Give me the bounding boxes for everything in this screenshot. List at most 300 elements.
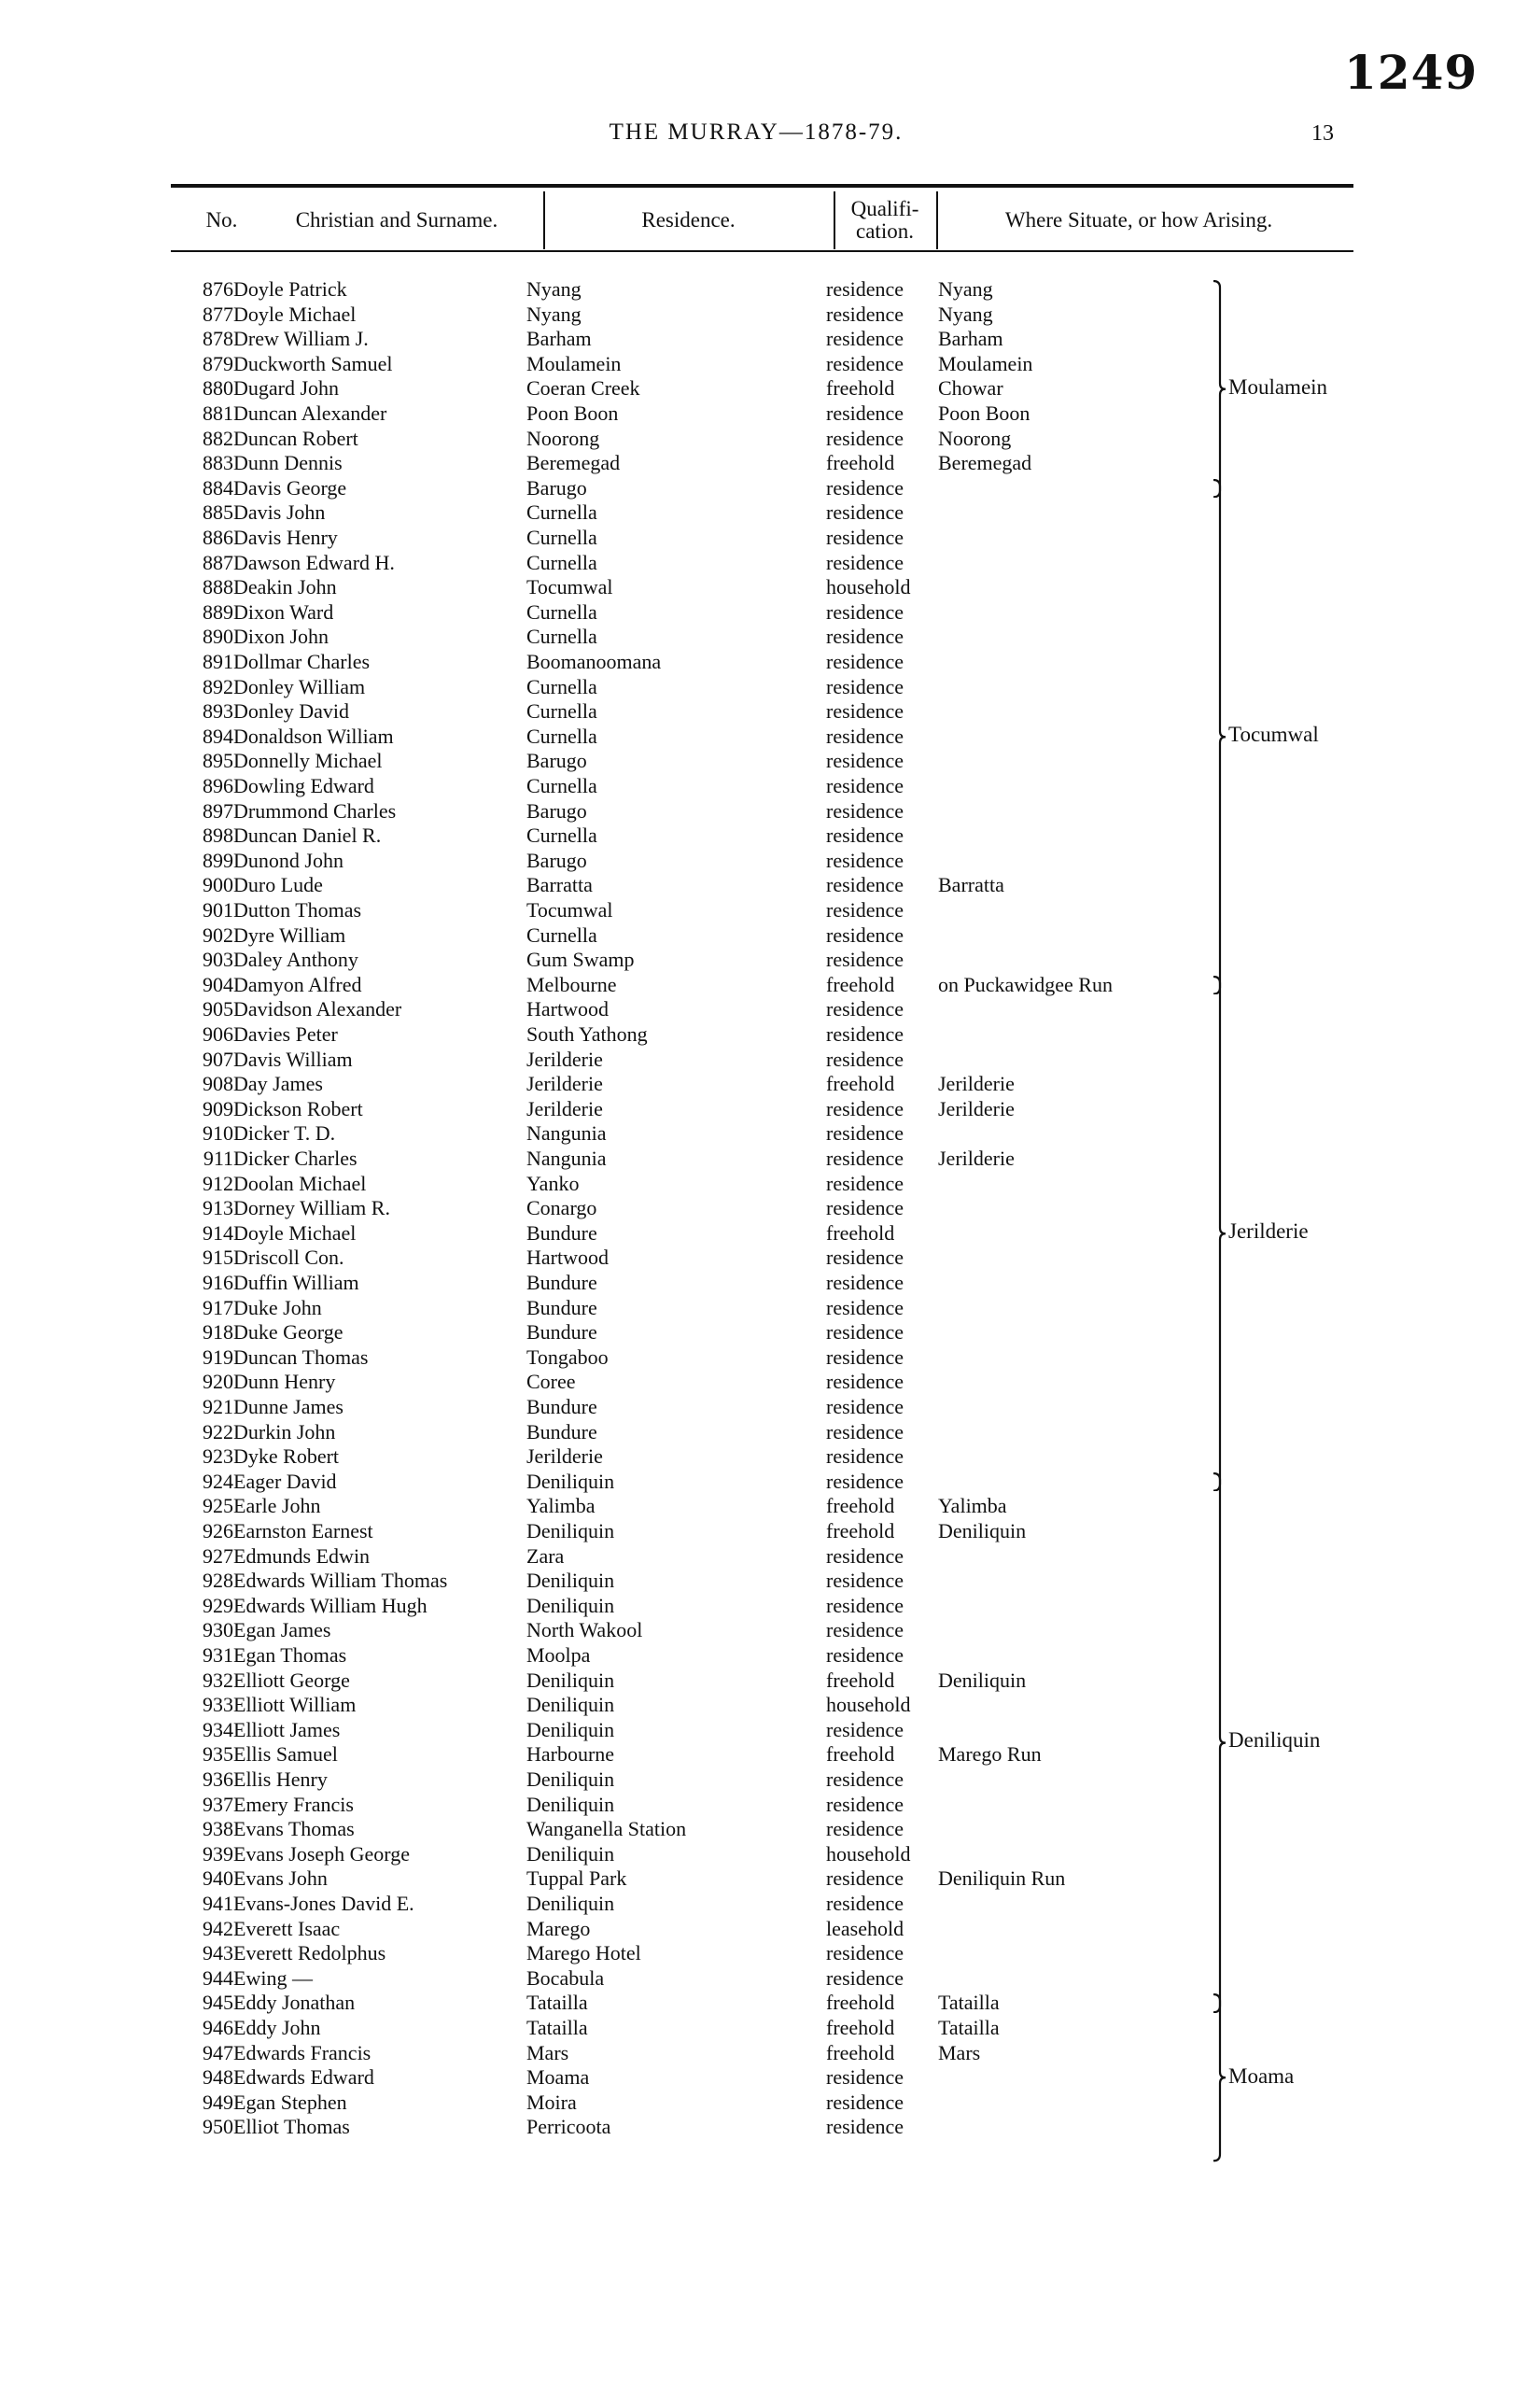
voter-number: 908 [203, 1072, 233, 1096]
voter-qualification: residence [826, 1543, 904, 1568]
district-brace [1212, 1472, 1228, 2013]
table-row [0, 1518, 1514, 1543]
voter-qualification: residence [826, 1643, 904, 1667]
voter-qualification: freehold [826, 451, 895, 475]
voter-qualification: residence [826, 1593, 904, 1617]
table-row [0, 2090, 1514, 2115]
voter-number: 945 [203, 1991, 233, 2015]
voter-residence: Coree [526, 1370, 576, 1394]
voter-number: 894 [203, 724, 233, 748]
qualification-location: Noorong [938, 426, 1012, 450]
table-row [0, 649, 1514, 674]
brace-path [1213, 977, 1226, 1491]
qualification-location: Barratta [938, 873, 1004, 897]
header-name: Christian and Surname. [295, 207, 498, 232]
voter-number: 906 [203, 1022, 233, 1046]
table-row [0, 1543, 1514, 1569]
voter-number: 877 [203, 302, 233, 326]
table-row [0, 525, 1514, 550]
voter-residence: Curnella [526, 550, 597, 574]
table-row [0, 1096, 1514, 1121]
voter-qualification: freehold [826, 376, 895, 401]
voter-name: Evans John [233, 1866, 328, 1891]
voter-name: Doolan Michael [233, 1171, 367, 1195]
voter-number: 931 [203, 1643, 233, 1667]
qualification-location: Moulamein [938, 351, 1033, 375]
table-row [0, 500, 1514, 525]
voter-residence: Bundure [526, 1295, 597, 1319]
voter-residence: Yanko [526, 1171, 580, 1195]
voter-name: Earnston Earnest [233, 1519, 373, 1542]
voter-residence: Deniliquin [526, 1792, 615, 1816]
voter-qualification: residence [826, 1022, 904, 1046]
voter-residence: Moira [526, 2090, 577, 2114]
voter-number: 942 [203, 1916, 233, 1940]
voter-number: 927 [203, 1543, 233, 1568]
brace-path [1213, 1994, 1226, 2161]
voter-name: Driscoll Con. [233, 1246, 344, 1270]
voter-qualification: residence [826, 824, 904, 848]
voter-name: Egan Stephen [233, 2090, 347, 2114]
voter-qualification: freehold [826, 1742, 895, 1767]
voter-qualification: residence [826, 774, 904, 797]
voter-qualification: residence [826, 1444, 904, 1469]
voter-qualification: residence [826, 1767, 904, 1791]
voter-residence: Perricoota [526, 2115, 611, 2139]
voter-number: 936 [203, 1767, 233, 1791]
voter-number: 911 [203, 1147, 233, 1170]
voter-qualification: residence [826, 1817, 904, 1841]
voter-number: 915 [203, 1246, 233, 1270]
voter-residence: Curnella [526, 526, 597, 549]
voter-qualification: household [826, 1841, 911, 1866]
voter-qualification: residence [826, 674, 904, 698]
voter-qualification: residence [826, 1295, 904, 1319]
voter-qualification: residence [826, 302, 904, 326]
voter-residence: Deniliquin [526, 1892, 615, 1915]
voter-name: Drew William J. [233, 327, 369, 351]
voter-name: Everett Isaac [233, 1916, 341, 1940]
voter-name: Deakin John [233, 575, 337, 599]
table-row [0, 1866, 1514, 1891]
voter-qualification: freehold [826, 2016, 895, 2039]
voter-qualification: residence [826, 625, 904, 649]
voter-number: 880 [203, 376, 233, 401]
page-number: 1249 [1344, 45, 1479, 100]
voter-residence: Jerilderie [526, 1096, 603, 1120]
table-row [0, 1195, 1514, 1220]
voter-name: Dawson Edward H. [233, 550, 395, 574]
voter-number: 917 [203, 1295, 233, 1319]
voter-residence: Jerilderie [526, 1072, 603, 1096]
voter-number: 918 [203, 1320, 233, 1345]
voter-name: Duke John [233, 1295, 322, 1319]
voter-qualification: residence [826, 1395, 904, 1418]
voter-number: 898 [203, 824, 233, 848]
voter-residence: Nangunia [526, 1121, 607, 1146]
voter-residence: Curnella [526, 774, 597, 797]
voter-residence: Hartwood [526, 1246, 609, 1270]
table-row [0, 450, 1514, 475]
voter-qualification: residence [826, 848, 904, 872]
voter-name: Dunond John [233, 848, 343, 872]
table-row [0, 1319, 1514, 1345]
voter-name: Dunn Dennis [233, 451, 343, 475]
voter-residence: Marego Hotel [526, 1941, 641, 1965]
voter-number: 893 [203, 699, 233, 724]
voter-number: 926 [203, 1519, 233, 1542]
voter-qualification: residence [826, 1096, 904, 1120]
voter-name: Donley David [233, 699, 350, 724]
voter-residence: Barugo [526, 798, 587, 823]
district-brace [1212, 280, 1228, 498]
voter-number: 879 [203, 351, 233, 375]
voter-qualification: residence [826, 922, 904, 947]
voter-residence: Marego [526, 1916, 591, 1940]
voter-name: Donaldson William [233, 724, 394, 748]
voter-number: 876 [203, 277, 233, 301]
qualification-location: Jerilderie [938, 1096, 1015, 1120]
voter-qualification: residence [826, 997, 904, 1021]
table-row [0, 1965, 1514, 1991]
voter-residence: Deniliquin [526, 1668, 615, 1692]
brace-path [1213, 480, 1226, 994]
voter-number: 939 [203, 1841, 233, 1866]
voter-name: Duke George [233, 1320, 343, 1345]
voter-name: Dutton Thomas [233, 898, 362, 922]
voter-qualification: residence [826, 948, 904, 972]
voter-name: Dunne James [233, 1395, 343, 1418]
header-no: No. [205, 207, 238, 232]
voter-number: 949 [203, 2090, 233, 2114]
table-row [0, 1369, 1514, 1394]
voter-residence: Tatailla [526, 2016, 588, 2039]
voter-qualification: residence [826, 1792, 904, 1816]
voter-residence: Deniliquin [526, 1717, 615, 1741]
table-row [0, 1767, 1514, 1792]
voter-residence: Wanganella Station [526, 1817, 687, 1841]
table-row [0, 1816, 1514, 1841]
voter-number: 913 [203, 1196, 233, 1220]
district-label: Moama [1228, 2063, 1295, 2088]
voter-name: Duncan Robert [233, 426, 358, 450]
table-row [0, 1345, 1514, 1370]
voter-residence: Boomanoomana [526, 650, 662, 673]
table-row [0, 1245, 1514, 1270]
voter-qualification: freehold [826, 1519, 895, 1542]
qualification-location: Nyang [938, 277, 993, 301]
voter-qualification: residence [826, 351, 904, 375]
table-row [0, 1792, 1514, 1817]
voter-name: Duncan Thomas [233, 1345, 369, 1369]
voter-number: 933 [203, 1693, 233, 1717]
voter-residence: Deniliquin [526, 1693, 615, 1717]
voter-name: Davis Henry [233, 526, 338, 549]
table-row [0, 1047, 1514, 1072]
table-row [0, 1642, 1514, 1668]
voter-residence: Deniliquin [526, 1841, 615, 1866]
qualification-location: Chowar [938, 376, 1003, 401]
voter-residence: Curnella [526, 922, 597, 947]
voter-number: 878 [203, 327, 233, 351]
table-row [0, 1593, 1514, 1618]
voter-number: 883 [203, 451, 233, 475]
voter-name: Doyle Michael [233, 1220, 357, 1245]
voter-name: Dunn Henry [233, 1370, 336, 1394]
voter-residence: Noorong [526, 426, 600, 450]
table-row [0, 2114, 1514, 2139]
voter-residence: Bundure [526, 1320, 597, 1345]
voter-name: Ewing — [233, 1965, 313, 1990]
voter-residence: Barham [526, 327, 592, 351]
qualification-location: Deniliquin [938, 1668, 1027, 1692]
voter-name: Day James [233, 1072, 323, 1096]
voter-qualification: residence [826, 1419, 904, 1443]
table-row [0, 1617, 1514, 1642]
voter-name: Donnelly Michael [233, 749, 383, 773]
voter-name: Dowling Edward [233, 774, 374, 797]
voter-qualification: residence [826, 1320, 904, 1345]
voter-qualification: residence [826, 1047, 904, 1071]
voter-number: 928 [203, 1569, 233, 1593]
voter-qualification: residence [826, 1121, 904, 1146]
voter-number: 904 [203, 972, 233, 996]
table-row [0, 1419, 1514, 1444]
voter-qualification: residence [826, 1345, 904, 1369]
voter-number: 924 [203, 1469, 233, 1493]
voter-name: Edwards Francis [233, 2040, 371, 2064]
voter-name: Duncan Alexander [233, 401, 387, 425]
qualification-location: Poon Boon [938, 401, 1030, 425]
table-row [0, 698, 1514, 724]
voter-residence: Beremegad [526, 451, 621, 475]
voter-residence: Bocabula [526, 1965, 605, 1990]
qualification-location: Nyang [938, 302, 993, 326]
header-residence: Residence. [641, 207, 736, 232]
voter-name: Everett Redolphus [233, 1941, 386, 1965]
table-row [0, 674, 1514, 699]
voter-qualification: residence [826, 426, 904, 450]
district-label: Jerilderie [1228, 1219, 1309, 1244]
voter-residence: Barugo [526, 475, 587, 500]
table-row [0, 1692, 1514, 1717]
voter-name: Elliott George [233, 1668, 350, 1692]
voter-name: Emery Francis [233, 1792, 354, 1816]
table-row [0, 599, 1514, 625]
table-row [0, 574, 1514, 599]
voter-qualification: residence [826, 401, 904, 425]
voter-residence: Tataillа [526, 1991, 588, 2015]
voter-number: 916 [203, 1271, 233, 1294]
table-row [0, 773, 1514, 798]
voter-qualification: residence [826, 1246, 904, 1270]
table-row [0, 1270, 1514, 1295]
voter-name: Earle John [233, 1494, 321, 1518]
voter-residence: Barratta [526, 873, 593, 897]
voter-number: 887 [203, 550, 233, 574]
voter-number: 903 [203, 948, 233, 972]
table-row [0, 1295, 1514, 1320]
voter-number: 902 [203, 922, 233, 947]
voter-qualification: freehold [826, 1668, 895, 1692]
voter-residence: Deniliquin [526, 1593, 615, 1617]
table-row [0, 996, 1514, 1021]
table-row [0, 848, 1514, 873]
brace-path [1213, 1473, 1226, 2012]
qualification-location: Beremegad [938, 451, 1032, 475]
voter-number: 925 [203, 1494, 233, 1518]
voter-number: 922 [203, 1419, 233, 1443]
voter-qualification: residence [826, 749, 904, 773]
table-row [0, 1940, 1514, 1965]
voter-number: 888 [203, 575, 233, 599]
table-row [0, 1668, 1514, 1693]
voter-qualification: residence [826, 2065, 904, 2090]
voter-qualification: residence [826, 550, 904, 574]
voter-residence: Curnella [526, 824, 597, 848]
voter-qualification: residence [826, 1147, 904, 1170]
voter-name: Dixon Ward [233, 599, 334, 624]
table-row [0, 1990, 1514, 2015]
voter-qualification: freehold [826, 1494, 895, 1518]
qualification-location: Jerilderie [938, 1147, 1015, 1170]
voter-qualification: residence [826, 1717, 904, 1741]
voter-number: 919 [203, 1345, 233, 1369]
district-label: Moulamein [1228, 374, 1328, 399]
table-row [0, 1493, 1514, 1518]
voter-residence: Curnella [526, 625, 597, 649]
voter-qualification: residence [826, 599, 904, 624]
voter-number: 914 [203, 1220, 233, 1245]
voter-name: Edmunds Edwin [233, 1543, 371, 1568]
table-row [0, 351, 1514, 376]
voter-number: 905 [203, 997, 233, 1021]
voter-residence: Curnella [526, 724, 597, 748]
voter-name: Duro Lude [233, 873, 323, 897]
qualification-location: Marego Run [938, 1742, 1042, 1767]
qualification-location: on Puckawidgee Run [938, 972, 1113, 996]
qualification-location: Deniliquin Run [938, 1866, 1066, 1891]
voter-qualification: residence [826, 1866, 904, 1891]
voter-residence: Nangunia [526, 1147, 607, 1170]
voter-name: Dickson Robert [233, 1096, 363, 1120]
voter-qualification: residence [826, 724, 904, 748]
voter-qualification: residence [826, 1618, 904, 1642]
voter-number: 946 [203, 2016, 233, 2039]
voter-name: Edwards William Hugh [233, 1593, 428, 1617]
table-row [0, 798, 1514, 824]
voter-name: Evans Thomas [233, 1817, 355, 1841]
voter-number: 920 [203, 1370, 233, 1394]
voter-number: 923 [203, 1444, 233, 1469]
voter-residence: Harbourne [526, 1742, 615, 1767]
voter-name: Evans-Jones David E. [233, 1892, 414, 1915]
qualification-location: Mars [938, 2040, 981, 2064]
voter-residence: Conargo [526, 1196, 597, 1220]
header-qualification-text: Qualifi- cation. [850, 196, 919, 243]
district-brace [1212, 479, 1228, 995]
table-row [0, 872, 1514, 897]
voter-residence: Deniliquin [526, 1569, 615, 1593]
voter-residence: Tuppal Park [526, 1866, 627, 1891]
district-brace [1212, 976, 1228, 1492]
voter-name: Elliot Thomas [233, 2115, 350, 2139]
voter-residence: Barugo [526, 848, 587, 872]
voter-name: Dicker Charles [233, 1147, 357, 1170]
voter-residence: Bundure [526, 1220, 597, 1245]
voter-number: 909 [203, 1096, 233, 1120]
voter-number: 941 [203, 1892, 233, 1915]
voter-number: 899 [203, 848, 233, 872]
table-row [0, 972, 1514, 997]
voter-number: 948 [203, 2065, 233, 2090]
voter-name: Dixon John [233, 625, 329, 649]
voter-name: Dyke Robert [233, 1444, 340, 1469]
voter-name: Doyle Michael [233, 302, 357, 326]
sheet-number: 13 [1311, 121, 1334, 146]
voter-residence: Deniliquin [526, 1519, 615, 1542]
voter-number: 882 [203, 426, 233, 450]
voter-residence: Curnella [526, 599, 597, 624]
table-row [0, 1146, 1514, 1171]
table-row [0, 326, 1514, 351]
voter-number: 900 [203, 873, 233, 897]
table-row [0, 1443, 1514, 1469]
voter-number: 895 [203, 749, 233, 773]
voter-number: 890 [203, 625, 233, 649]
voter-residence: Bundure [526, 1271, 597, 1294]
voter-number: 940 [203, 1866, 233, 1891]
district-brace [1212, 1993, 1228, 2162]
table-row [0, 1891, 1514, 1916]
voter-number: 921 [203, 1395, 233, 1418]
voter-name: Davies Peter [233, 1022, 338, 1046]
qualification-location: Yalimba [938, 1494, 1007, 1518]
voter-residence: South Yathong [526, 1022, 648, 1046]
voter-residence: Jerilderie [526, 1047, 603, 1071]
voter-qualification: residence [826, 327, 904, 351]
voter-name: Dugard John [233, 376, 340, 401]
voter-residence: Curnella [526, 500, 597, 525]
voter-qualification: residence [826, 500, 904, 525]
voter-qualification: residence [826, 798, 904, 823]
voter-name: Davis George [233, 475, 347, 500]
table-row [0, 947, 1514, 972]
voter-residence: Tongaboo [526, 1345, 609, 1369]
voter-number: 930 [203, 1618, 233, 1642]
table-row [0, 823, 1514, 848]
voter-residence: Jerilderie [526, 1444, 603, 1469]
qualification-location: Jerilderie [938, 1072, 1015, 1096]
voter-name: Davis John [233, 500, 326, 525]
table-row [0, 1916, 1514, 1941]
voter-number: 935 [203, 1742, 233, 1767]
header-where: Where Situate, or how Arising. [1004, 207, 1273, 232]
voter-name: Dicker T. D. [233, 1121, 336, 1146]
voter-residence: Deniliquin [526, 1767, 615, 1791]
table-row [0, 1021, 1514, 1047]
voter-qualification: residence [826, 1271, 904, 1294]
voter-qualification: residence [826, 1965, 904, 1990]
voter-residence: Moolpa [526, 1643, 591, 1667]
table-row [0, 922, 1514, 948]
voter-number: 944 [203, 1965, 233, 1990]
voter-number: 910 [203, 1121, 233, 1146]
voter-qualification: residence [826, 1196, 904, 1220]
voter-residence: Moama [526, 2065, 590, 2090]
voter-number: 943 [203, 1941, 233, 1965]
voter-residence: Nyang [526, 302, 582, 326]
